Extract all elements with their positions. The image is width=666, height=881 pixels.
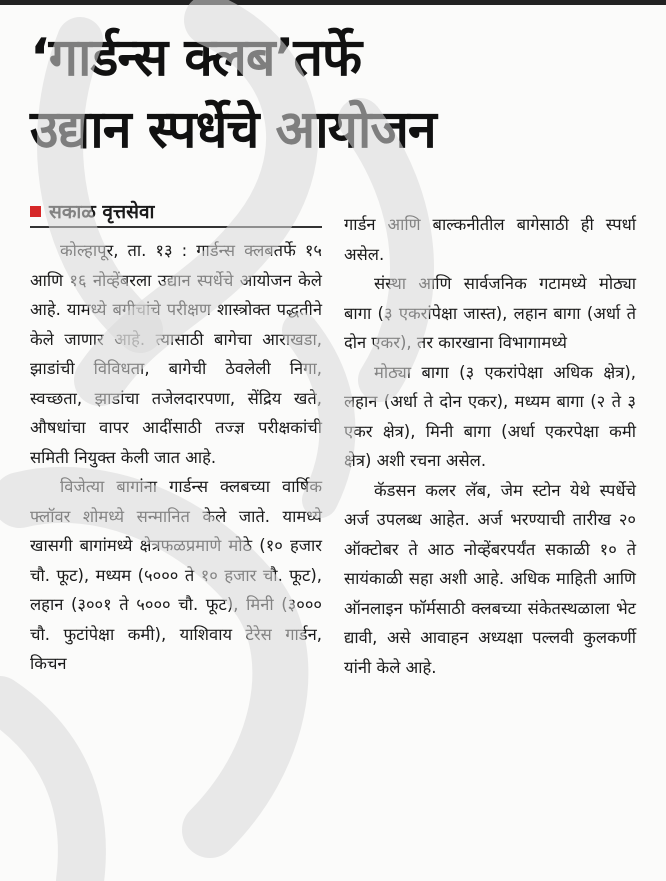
headline-line-1: ‘गार्डन्स क्लब’तर्फे [30,28,362,88]
article-paragraph: विजेत्या बागांना गार्डन्स क्लबच्या वार्षिक फ्लॉवर शोमध्ये सन्मानित केले जाते. यामध्ये खासगी बागांमध्ये क्षेत्रफळप्रमाणे मोठे (१० हजार चौ. फूट), मध्यम (५००० ते १० हजार चौ. फूट), लहान (३००१ ते ५००० चौ. फूट), मिनी (३००० चौ. फुटांपेक्षा कमी), याशिवाय टेरेस गार्डन, किचन [30,477,322,673]
top-border-rule [0,0,666,5]
byline [30,196,322,228]
article-paragraph: कोल्हापूर, ता. १३ : गार्डन्स क्लबतर्फे १५ आणि १६ नोव्हेंबरला उद्यान स्पर्धेचे आयोजन केले आहे. यामध्ये बगीचांचे परीक्षण शास्त्रोक्त पद्धतीने केले जाणार आहे. त्यासाठी बागेचा आराखडा, झाडांची विविधता, बागेची ठेवलेली निगा, स्वच्छता, झाडांचा तजेलदारपणा, सेंद्रिय खते, औषधांचा वापर आदींसाठी तज्ज्ञ परीक्षकांची समिती नियुक्त केली जात आहे. [30,241,322,467]
article-column-right [344,210,636,682]
article-column-left [30,236,322,679]
article-paragraph: मोठ्या बागा (३ एकरांपेक्षा अधिक क्षेत्र), लहान (अर्धा ते दोन एकर), मध्यम बागा (२ ते ३ एकर क्षेत्र), मिनी बागा (अर्धा एकरपेक्षा कमी क्षेत्र) अशी रचना असेल. [344,362,636,470]
byline-source: सकाळ वृत्तसेवा [49,201,155,223]
article-paragraph: संस्था आणि सार्वजनिक गटामध्ये मोठ्या बागा (३ एकरांपेक्षा जास्त), लहान बागा (अर्धा ते दोन एकर), तर कारखाना विभागामध्ये [344,274,636,352]
article-headline [30,22,650,166]
article-paragraph: गार्डन आणि बाल्कनीतील बागेसाठी ही स्पर्धा असेल. [344,215,636,264]
headline-line-2: उद्यान स्पर्धेचे आयोजन [30,100,436,160]
article-paragraph: कॅडसन कलर लॅब, जेम स्टोन येथे स्पर्धेचे अर्ज उपलब्ध आहेत. अर्ज भरण्याची तारीख २० ऑक्टोबर ते आठ नोव्हेंबरपर्यंत सकाळी १० ते सायंकाळी सहा अशी आहे. अधिक माहिती आणि ऑनलाइन फॉर्मसाठी क्लबच्या संकेतस्थळाला भेट द्यावी, असे आवाहन अध्यक्षा पल्लवी कुलकर्णी यांनी केले आहे. [344,480,636,677]
byline-square-icon [30,206,41,217]
